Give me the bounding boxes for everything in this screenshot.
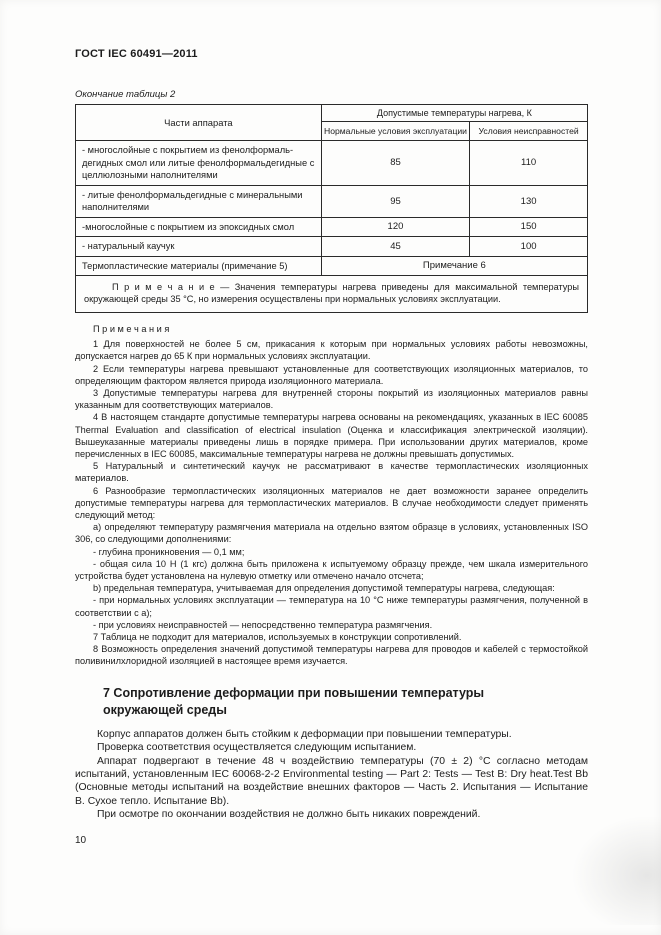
- note-paragraph: 4 В настоящем стандарте допустимые температуры нагрева основаны на рекомендациях, указанных в IEC 60085 Thermal Evaluation and classification of electrical insulation (Оценка и классификация электрической изоляции). Вышеуказанные материалы приведены лишь в порядке примера. При использовании других материалов, кроме перечисленных в IEC 60085, максимальные температуры нагрева не должны превышать допустимых.: [75, 412, 588, 460]
- column-header-normal-conditions: Нормальные условия эксплуатации: [321, 122, 469, 141]
- scan-artifact: [571, 815, 661, 925]
- fault-temp-cell: 100: [470, 237, 588, 257]
- note-paragraph: 2 Если температуры нагрева превышают установленные для соответствующих изоляционных материалов, то определяющим фактором является природа изоляционного материала.: [75, 363, 588, 386]
- document-title: ГОСТ IEC 60491—2011: [75, 48, 198, 60]
- note-dash-item: - общая сила 10 Н (1 кгс) должна быть приложена к испытуемому образцу прежде, чем шкала измерительного устройства будет установлена на нулевую отметку или отмечено начало отсчета;: [75, 558, 588, 582]
- note-paragraph: 7 Таблица не подходит для материалов, используемых в конструкции сопротивлений.: [93, 632, 462, 643]
- table-row: [76, 141, 588, 186]
- body-paragraph: Корпус аппаратов должен быть стойким к деформации при повышении температуры.: [97, 728, 512, 740]
- note-paragraph: 6 Разнообразие термопластических изоляционных материалов не дает возможности заранее определить допустимые температуры нагрева для термопластических материалов. В случае необходимости следует применять следующий метод:: [75, 485, 588, 521]
- note-paragraph: 5 Натуральный и синтетический каучук не рассматривают в качестве термопластических изоляционных материалов.: [75, 461, 588, 484]
- body-paragraph: Аппарат подвергают в течение 48 ч воздействию температуры (70 ± 2) °С согласно методам испытаний, установленным IEC 60068-2-2 Environmental testing — Part 2: Tests — Test B: Dry heat.Test Bb (Основные методы испытаний на воздействие внешних факторов — Часть 2. Испытания — Испытание В. Сухое тепло. Испытание Bb).: [75, 755, 588, 807]
- normal-temp-cell: 120: [321, 217, 469, 237]
- fault-temp-cell: 110: [470, 141, 588, 186]
- normal-temp-cell: 45: [321, 237, 469, 257]
- material-name-cell: Термопластические материалы (примечание 5): [76, 256, 322, 276]
- note-subitem-b: b) предельная температура, учитываемая для определения допустимой температуры нагрева, следующая:: [93, 583, 555, 594]
- normal-temp-cell: 95: [321, 185, 469, 217]
- note-dash-item: - при условиях неисправностей — непосредственно температура размягчения.: [93, 619, 433, 630]
- notes-heading: П р и м е ч а н и я: [93, 324, 170, 334]
- note-subitem-a: a) определяют температуру размягчения материала на отдельно взятом образце в условиях, установленных ISO 306, со следующими дополнениями:: [75, 522, 588, 545]
- table-caption: Окончание таблицы 2: [75, 89, 176, 100]
- material-name-cell: - натуральный каучук: [76, 237, 322, 257]
- table-header-row: [76, 105, 588, 122]
- note-dash-item: - глубина проникновения — 0,1 мм;: [93, 546, 245, 557]
- thermoplastic-value-cell: Примечание 6: [321, 256, 587, 276]
- page-number: 10: [75, 834, 87, 846]
- table-row: [76, 217, 588, 237]
- note-dash-item: - при нормальных условиях эксплуатации — температура на 10 °С ниже температуры размягчения, полученной в соответствии с a);: [75, 595, 588, 618]
- column-header-span: Допустимые температуры нагрева, К: [321, 105, 587, 122]
- table-row: [76, 237, 588, 257]
- body-paragraph: Проверка соответствия осуществляется следующим испытанием.: [97, 742, 417, 754]
- notes-section: [75, 323, 588, 668]
- table-row-thermoplastic: [76, 256, 588, 276]
- table-note-row: [76, 276, 588, 313]
- material-name-cell: -многослойные с покрытием из эпоксидных смол: [76, 217, 322, 237]
- fault-temp-cell: 150: [470, 217, 588, 237]
- section-7-heading: 7 Сопротивление деформации при повышении температуры окружающей среды: [103, 685, 485, 717]
- temperature-table: [75, 104, 588, 313]
- fault-temp-cell: 130: [470, 185, 588, 217]
- note-paragraph: 8 Возможность определения значений допустимой температуры нагрева для проводов и кабелей с термостойкой поливинилхлоридной изоляцией в настоящее время изучается.: [75, 644, 588, 667]
- note-paragraph: 1 Для поверхностей не более 5 см, прикасания к которым при нормальных условиях работы невозможны, допускается нагрев до 65 К при нормальных условиях эксплуатации.: [75, 339, 588, 362]
- material-name-cell: - многослойные с покрытием из фенолформальдегидных смол или литые фенолформальдегидные с целлюлозными наполнителями: [76, 141, 322, 186]
- normal-temp-cell: 85: [321, 141, 469, 186]
- note-paragraph: 3 Допустимые температуры нагрева для внутренней стороны покрытий из изоляционных материалов равны указанным для соответствующих материалов.: [75, 388, 588, 411]
- column-header-fault-conditions: Условия неисправностей: [470, 122, 588, 141]
- material-name-cell: - литые фенолформальдегидные с минеральными наполнителями: [76, 185, 322, 217]
- table-note-text: П р и м е ч а н и е — Значения температуры нагрева приведены для максимальной температуры окружающей среды 35 °С, но измерения осуществлены при нормальных условиях эксплуатации.: [76, 276, 588, 313]
- table-row: [76, 185, 588, 217]
- column-header-parts: Части аппарата: [76, 105, 322, 141]
- body-paragraph: При осмотре по окончании воздействия не должно быть никаких повреждений.: [97, 809, 481, 821]
